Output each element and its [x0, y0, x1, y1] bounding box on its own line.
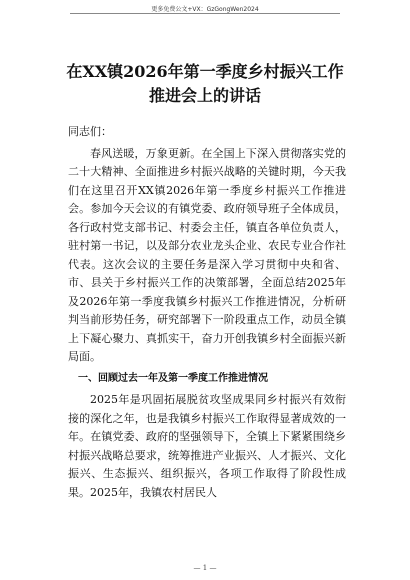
title-line-2: 推进会上的讲话: [148, 86, 261, 105]
section-heading-1: 一、回顾过去一年及第一季度工作推进情况: [78, 372, 268, 384]
paragraph-2: 2025年是巩固拓展脱贫攻坚成果同乡村振兴有效衔接的深化之年，也是我镇乡村振兴工作取得显著成效的一年。在镇党委、政府的坚强领导下，全镇上下紧紧围绕乡村振兴战略总要求，统筹推进产业振兴、人才振兴、文化振兴、生态振兴、组织振兴，各项工作取得了阶段性成果。2025年，我镇农村居民人: [68, 393, 346, 499]
page-number: — 1 —: [193, 564, 217, 572]
document-title: [40, 60, 370, 108]
title-line-1: 在XX镇2026年第一季度乡村振兴工作: [66, 62, 344, 81]
document-body: [68, 123, 346, 502]
header-note: 更多免费公文+VX：GzGongWen2024: [151, 6, 259, 13]
header-divider: [70, 13, 340, 14]
paragraph-1: 春风送暖，万象更新。在全国上下深入贯彻落实党的二十大精神、全面推进乡村振兴战略的关键时期，今天我们在这里召开XX镇2026年第一季度乡村振兴工作推进会。参加今天会议的有镇党委、政府领导班子全体成员，各行政村党支部书记、村委会主任，镇直各单位负责人，驻村第一书记，以及部分农业龙头企业、农民专业合作社代表。这次会议的主要任务是深入学习贯彻中央和省、市、县关于乡村振兴工作的决策部署，全面总结2025年及2026年第一季度我镇乡村振兴工作推进情况，分析研判当前形势任务，研究部署下一阶段重点工作，动员全镇上下凝心聚力、真抓实干，奋力开创我镇乡村全面振兴新局面。: [68, 146, 346, 363]
greeting: 同志们：: [68, 125, 112, 138]
